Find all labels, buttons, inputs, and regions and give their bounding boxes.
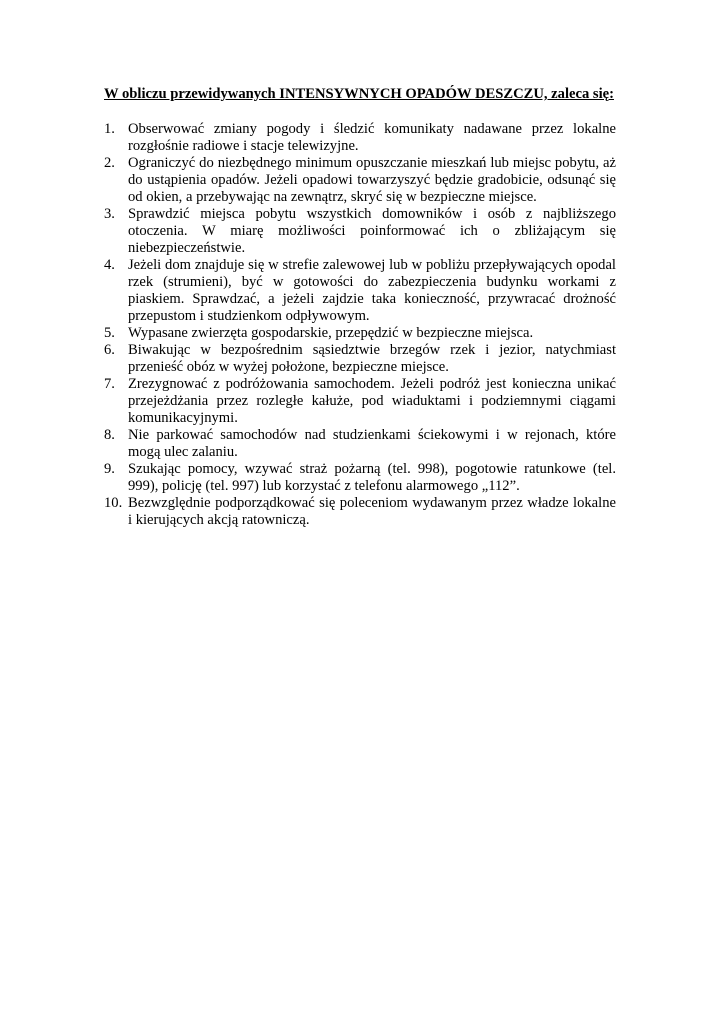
item-number: 9.: [104, 461, 115, 477]
recommendations-list: [104, 121, 616, 529]
list-item: [104, 206, 616, 257]
item-text: Wypasane zwierzęta gospodarskie, przepędzić w bezpieczne miejsca.: [128, 325, 534, 341]
item-number: 2.: [104, 155, 115, 171]
list-item: [104, 342, 616, 376]
item-number: 6.: [104, 342, 115, 358]
item-text: Sprawdzić miejsca pobytu wszystkich domowników i osób z najbliższego otoczenia. W miarę możliwości poinformować ich o zbliżającym się niebezpieczeństwie.: [128, 206, 616, 256]
item-number: 1.: [104, 121, 115, 137]
document-heading: W obliczu przewidywanych INTENSYWNYCH OPADÓW DESZCZU, zaleca się:: [104, 86, 614, 102]
item-number: 4.: [104, 257, 115, 273]
item-text: Zrezygnować z podróżowania samochodem. Jeżeli podróż jest konieczna unikać przejeżdżania przez rozległe kałuże, pod wiaduktami i podziemnymi ciągami komunikacyjnymi.: [128, 376, 616, 426]
item-text: Szukając pomocy, wzywać straż pożarną (tel. 998), pogotowie ratunkowe (tel. 999), policję (tel. 997) lub korzystać z telefonu alarmowego „112”.: [128, 461, 616, 494]
list-item: [104, 257, 616, 325]
item-text: Jeżeli dom znajduje się w strefie zalewowej lub w pobliżu przepływających opodal rzek (strumieni), być w gotowości do zabezpieczenia budynku workami z piaskiem. Sprawdzać, a jeżeli zajdzie taka konieczność, przywracać drożność przepustom i studzienkom odpływowym.: [128, 257, 616, 324]
list-item: [104, 495, 616, 529]
list-item: [104, 461, 616, 495]
item-number: 3.: [104, 206, 115, 222]
list-item: [104, 376, 616, 427]
list-item: [104, 427, 616, 461]
item-text: Bezwzględnie podporządkować się poleceniom wydawanym przez władze lokalne i kierujących akcją ratowniczą.: [128, 495, 616, 528]
list-item: [104, 121, 616, 155]
item-text: Obserwować zmiany pogody i śledzić komunikaty nadawane przez lokalne rozgłośnie radiowe i stacje telewizyjne.: [128, 121, 616, 154]
list-item: [104, 155, 616, 206]
item-text: Nie parkować samochodów nad studzienkami ściekowymi i w rejonach, które mogą ulec zalaniu.: [128, 427, 616, 460]
item-number: 5.: [104, 325, 115, 341]
list-item: [104, 325, 616, 342]
item-text: Ograniczyć do niezbędnego minimum opuszczanie mieszkań lub miejsc pobytu, aż do ustąpienia opadów. Jeżeli opadowi towarzyszyć będzie gradobicie, odsunąć się od okien, a przebywając na zewnątrz, skryć się w bezpieczne miejsce.: [128, 155, 616, 205]
document-content: [104, 86, 616, 529]
item-text: Biwakując w bezpośrednim sąsiedztwie brzegów rzek i jezior, natychmiast przenieść obóz w wyżej położone, bezpieczne miejsce.: [128, 342, 616, 375]
item-number: 10.: [104, 495, 123, 511]
item-number: 7.: [104, 376, 115, 392]
item-number: 8.: [104, 427, 115, 443]
